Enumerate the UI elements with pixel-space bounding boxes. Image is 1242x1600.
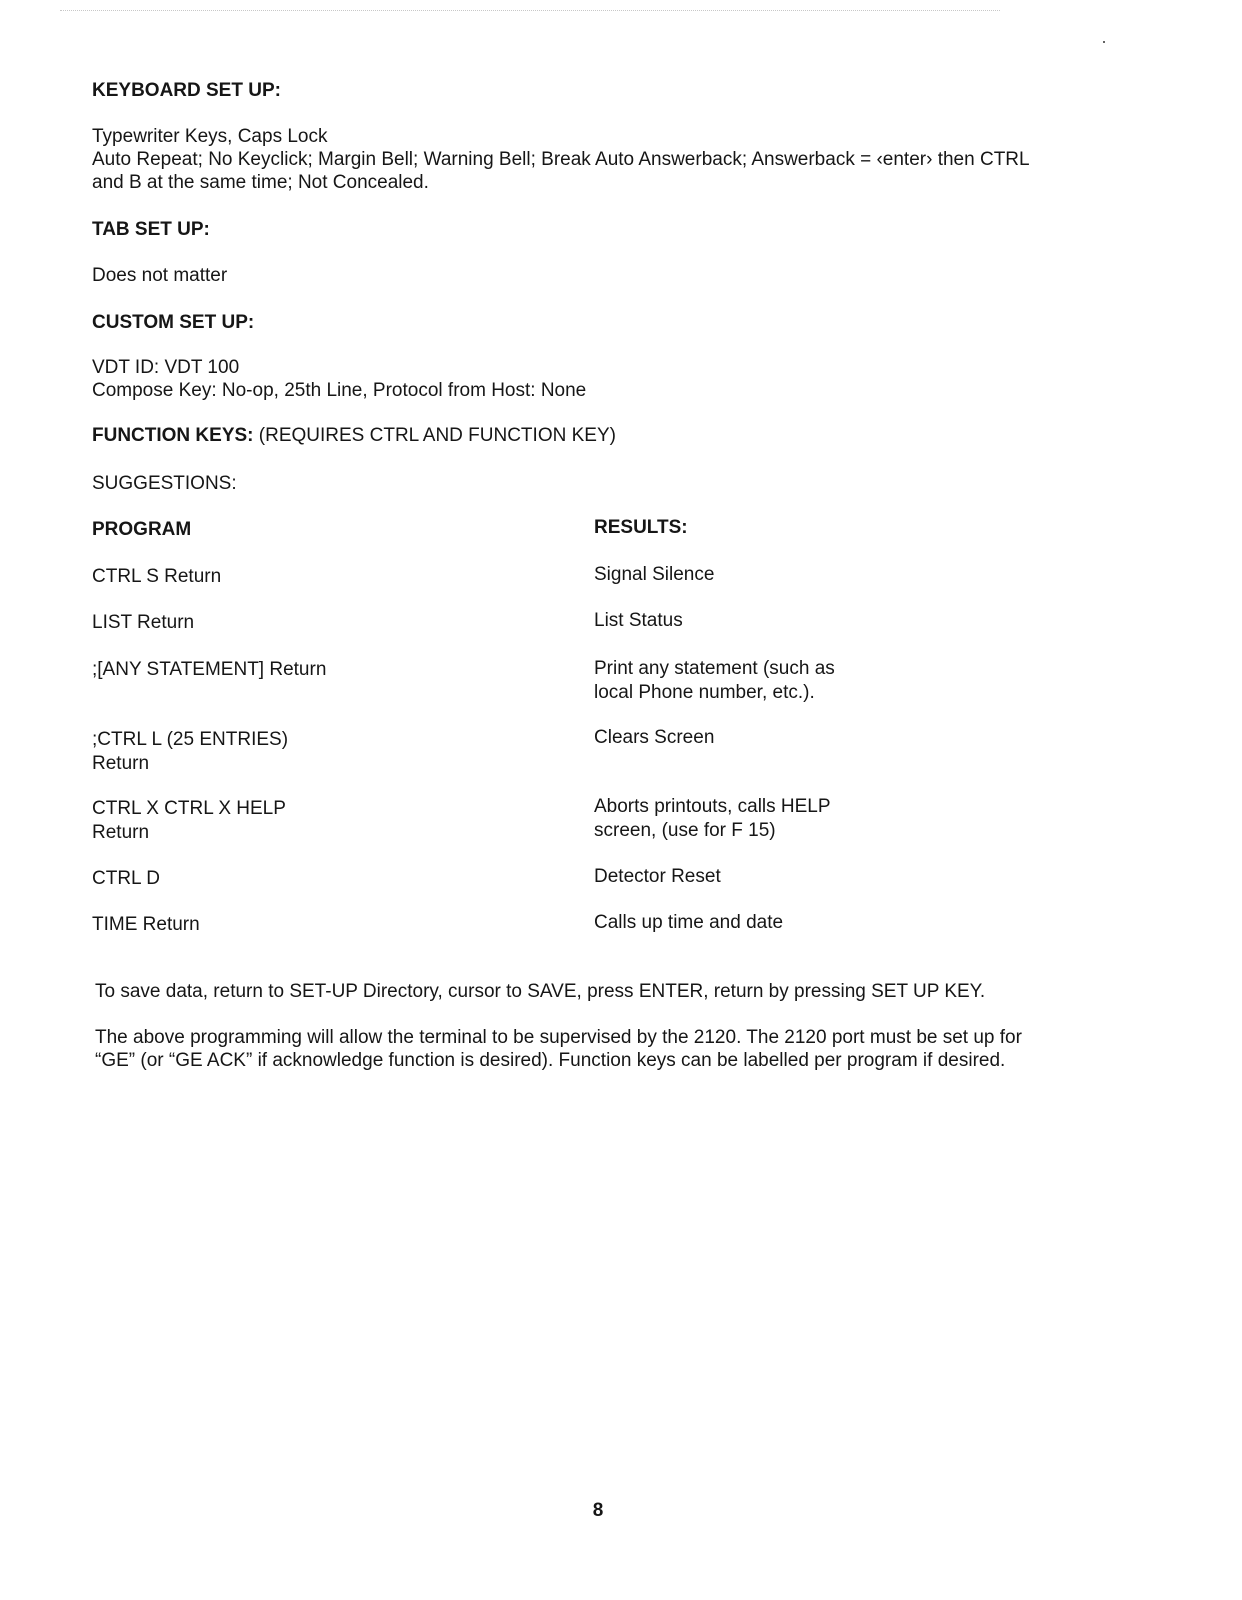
function-keys-note: (REQUIRES CTRL AND FUNCTION KEY) [258, 425, 616, 446]
function-keys-heading: FUNCTION KEYS: [92, 425, 254, 446]
result-cell [594, 911, 1074, 935]
program-column-header: PROGRAM [92, 519, 192, 540]
program-cell [92, 867, 552, 891]
page-number: 8 [592, 1500, 604, 1521]
program-line: ;CTRL L (25 ENTRIES) [92, 729, 289, 750]
keyboard-setup-line: Auto Repeat; No Keyclick; Margin Bell; Warning Bell; Break Auto Answerback; Answerback = ‹enter› then CTRL [92, 149, 1030, 170]
program-line: Return [92, 822, 150, 843]
program-line: CTRL X CTRL X HELP [92, 798, 286, 819]
result-cell [594, 609, 1074, 633]
result-line: local Phone number, etc.). [594, 682, 815, 703]
keyboard-setup-body [92, 125, 1102, 194]
scan-edge-artifact [60, 10, 1000, 12]
tab-setup-text: Does not matter [92, 265, 228, 286]
result-line: Calls up time and date [594, 912, 784, 933]
closing-line: “GE” (or “GE ACK” if acknowledge function is desired). Function keys can be labelled per program if desired. [95, 1050, 1006, 1071]
program-line: Return [92, 753, 150, 774]
result-cell [594, 865, 1074, 889]
result-cell [594, 657, 1074, 705]
result-cell [594, 726, 1074, 750]
suggestions-label: SUGGESTIONS: [92, 473, 237, 494]
save-instructions: To save data, return to SET-UP Directory, cursor to SAVE, press ENTER, return by pressing SET UP KEY. [95, 981, 986, 1002]
keyboard-setup-line: and B at the same time; Not Concealed. [92, 172, 429, 193]
result-line: screen, (use for F 15) [594, 820, 776, 841]
result-line: Print any statement (such as [594, 658, 835, 679]
keyboard-setup-heading: KEYBOARD SET UP: [92, 80, 281, 101]
program-line: ;[ANY STATEMENT] Return [92, 659, 327, 680]
program-cell [92, 565, 552, 589]
result-cell [594, 563, 1074, 587]
result-line: Detector Reset [594, 866, 721, 887]
result-line: Clears Screen [594, 727, 715, 748]
program-cell [92, 797, 552, 845]
custom-setup-body [92, 356, 1102, 402]
program-line: CTRL D [92, 868, 160, 889]
program-line: CTRL S Return [92, 566, 222, 587]
tab-setup-heading: TAB SET UP: [92, 219, 210, 240]
program-cell [92, 658, 552, 682]
program-cell [92, 611, 552, 635]
custom-setup-heading: CUSTOM SET UP: [92, 312, 255, 333]
custom-setup-line: VDT ID: VDT 100 [92, 357, 240, 378]
result-line: Signal Silence [594, 564, 715, 585]
program-line: TIME Return [92, 914, 200, 935]
keyboard-setup-line: Typewriter Keys, Caps Lock [92, 126, 328, 147]
program-cell [92, 728, 552, 776]
result-line: Aborts printouts, calls HELP [594, 796, 831, 817]
results-column-header: RESULTS: [594, 517, 688, 538]
result-cell [594, 795, 1074, 843]
custom-setup-line: Compose Key: No-op, 25th Line, Protocol from Host: None [92, 380, 587, 401]
closing-line: The above programming will allow the terminal to be supervised by the 2120. The 2120 port must be set up for [95, 1027, 1022, 1048]
program-line: LIST Return [92, 612, 195, 633]
result-line: List Status [594, 610, 683, 631]
function-keys-line [92, 424, 1102, 447]
closing-paragraph [95, 1026, 1105, 1072]
program-cell [92, 913, 552, 937]
scan-speck [1103, 41, 1105, 43]
